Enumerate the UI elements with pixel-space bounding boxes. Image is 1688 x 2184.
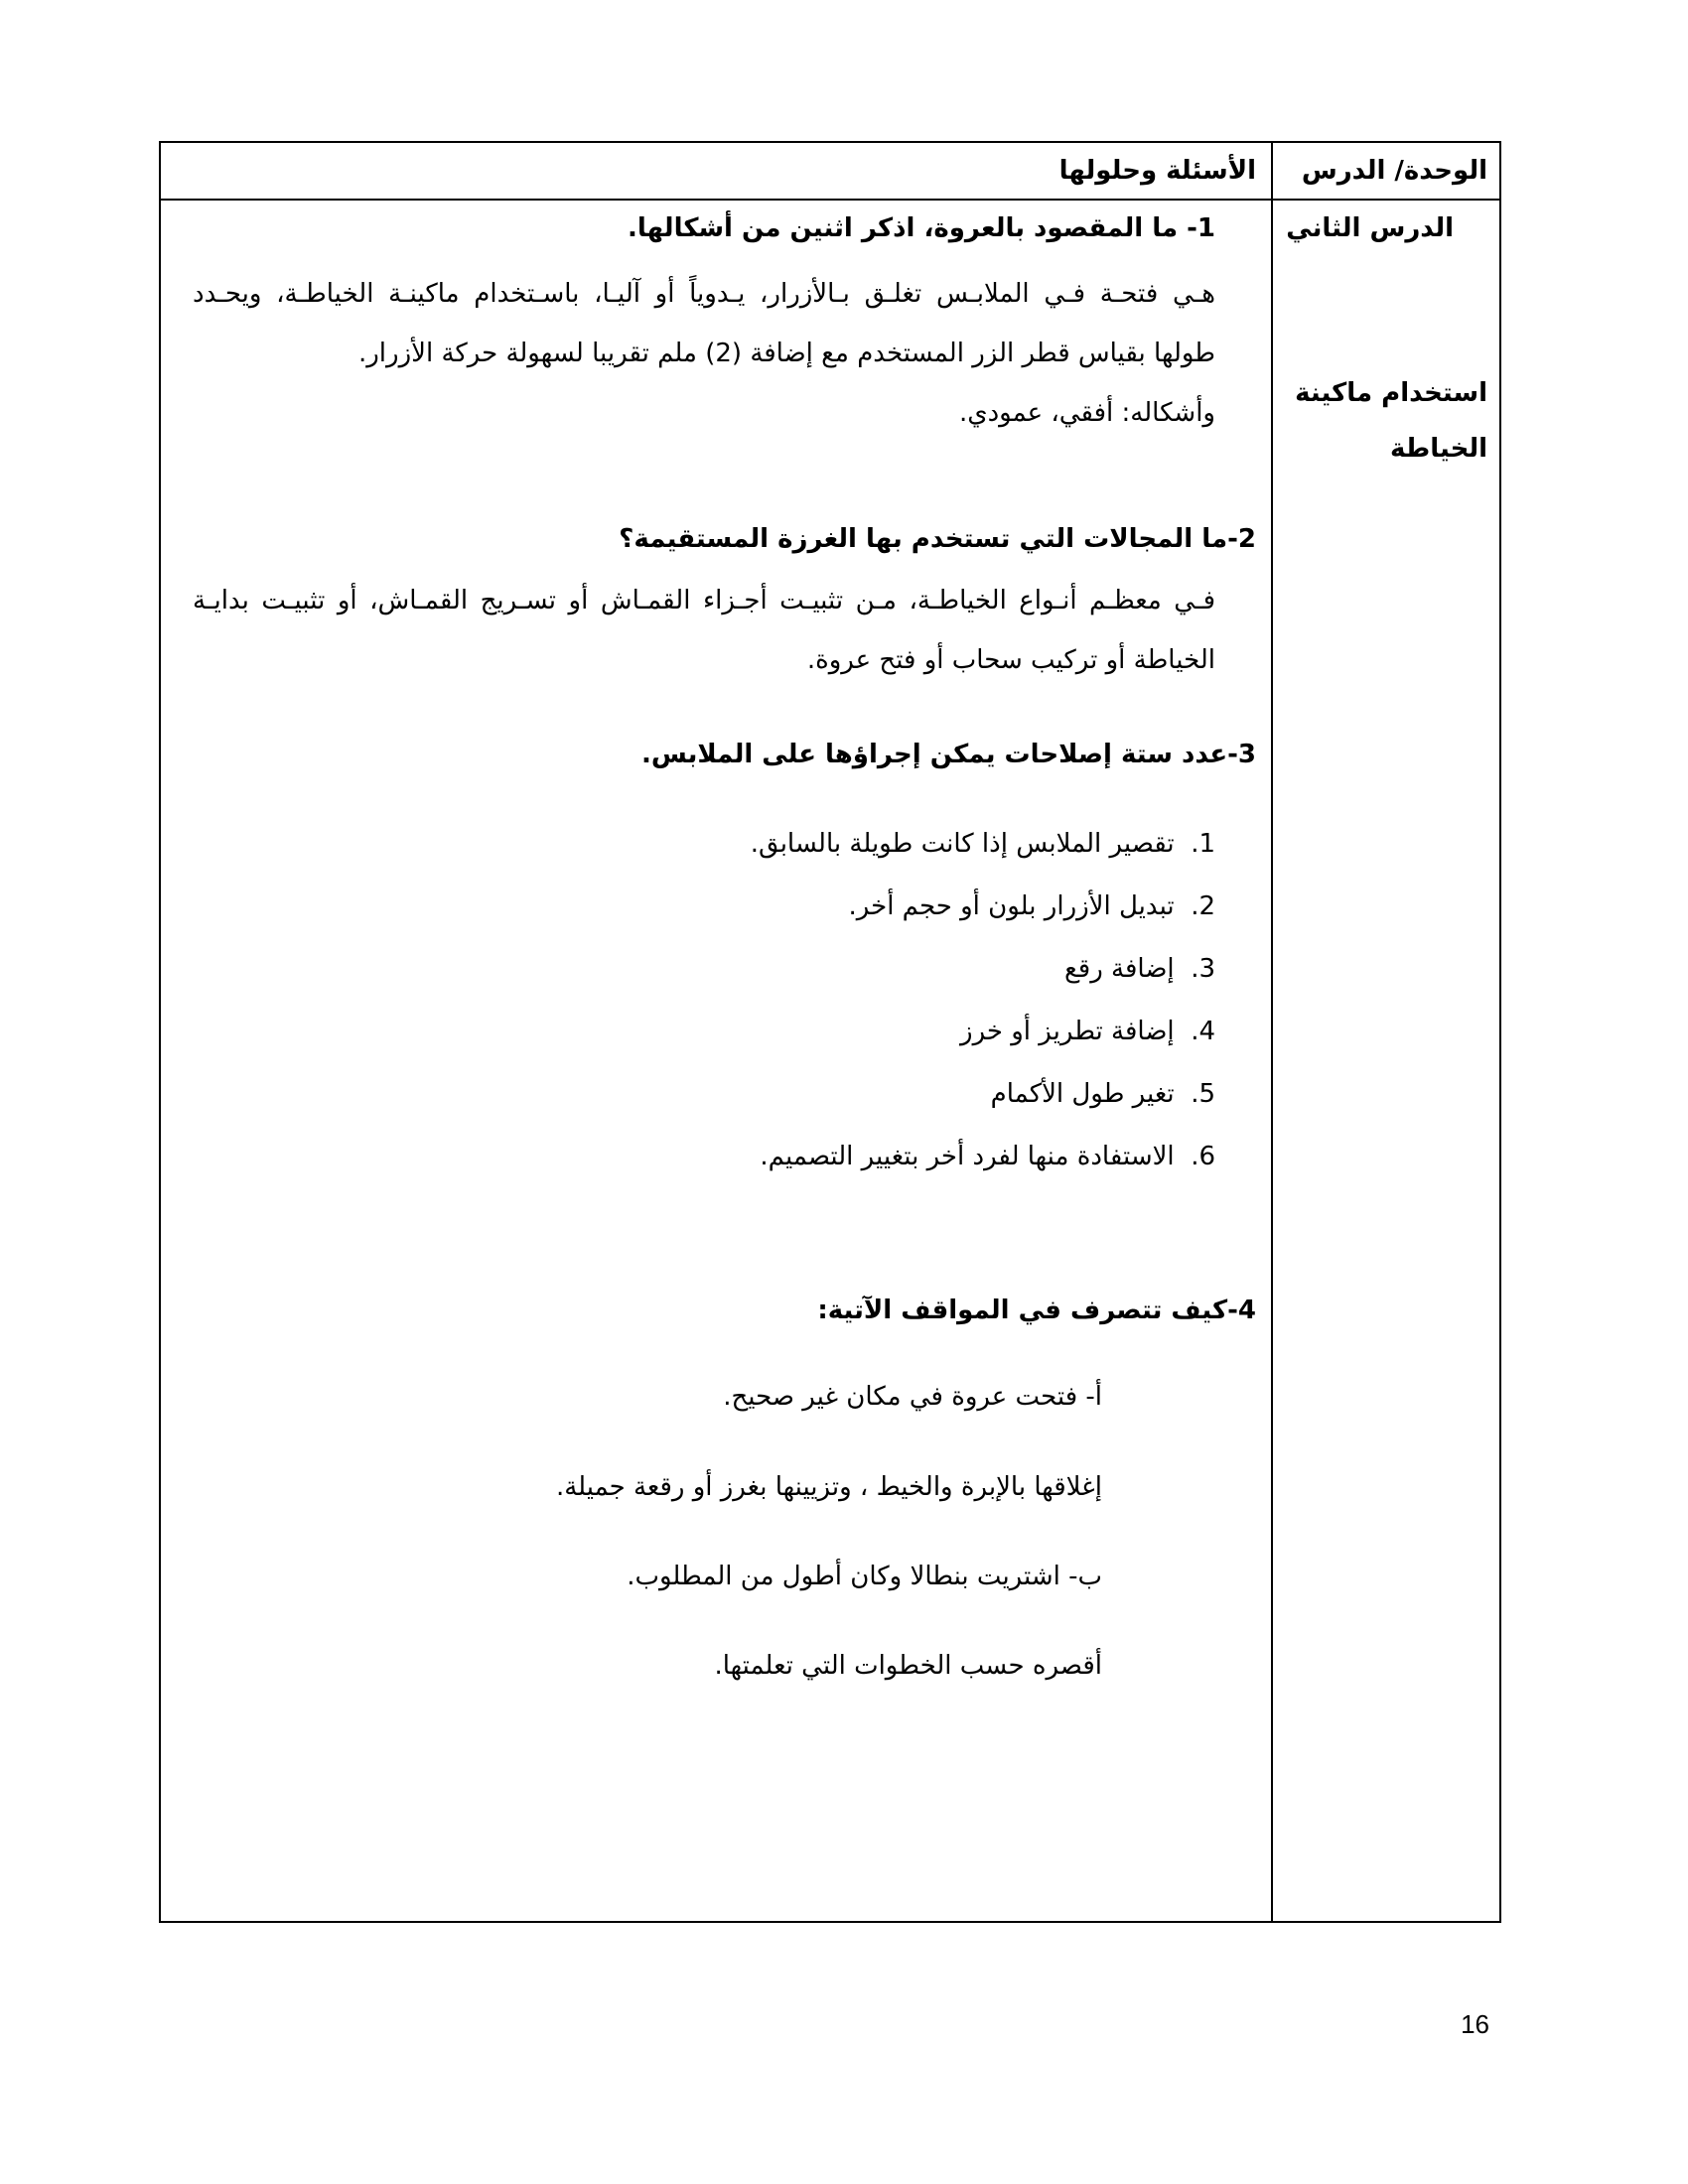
question-2-answer-line2: الخياطة أو تركيب سحاب أو فتح عروة.: [806, 645, 1215, 675]
question-3: 3-عدد ستة إصلاحات يمكن إجراؤها على الملابس.: [641, 740, 1256, 769]
question-4-b: ب- اشتريت بنطالا وكان أطول من المطلوب.: [627, 1562, 1102, 1591]
header-divider: [161, 199, 1499, 201]
question-1: 1- ما المقصود بالعروة، اذكر اثنين من أشكالها.: [628, 213, 1215, 243]
lesson-table: [159, 141, 1501, 1923]
list-item: [849, 890, 1215, 924]
lesson-title-line2: الخياطة: [1389, 434, 1487, 464]
list-text: تغير طول الأكمام: [990, 1079, 1175, 1109]
question-4-a-answer: إغلاقها بالإبرة والخيط ، وتزيينها بغرز أو رقعة جميلة.: [555, 1472, 1102, 1502]
page-number: 16: [1461, 2009, 1489, 2039]
question-1-answer-line1: هـي فتحـة فـي الملابـس تغلـق بـالأزرار، يـدوياً أو آليـا، باسـتخدام ماكينـة الخياطـة، ويحـدد: [193, 279, 1215, 309]
list-text: إضافة تطريز أو خرز: [960, 1017, 1175, 1046]
list-number: 5.: [1191, 1079, 1215, 1109]
question-4-b-answer: أقصره حسب الخطوات التي تعلمتها.: [714, 1651, 1102, 1681]
header-questions-solutions: الأسئلة وحلولها: [1058, 156, 1256, 186]
lesson-number: الدرس الثاني: [1286, 213, 1454, 243]
list-item: [1064, 953, 1215, 987]
list-text: الاستفادة منها لفرد أخر بتغيير التصميم.: [760, 1142, 1175, 1171]
list-number: 2.: [1191, 891, 1215, 921]
list-text: تقصير الملابس إذا كانت طويلة بالسابق.: [750, 829, 1175, 859]
list-text: تبديل الأزرار بلون أو حجم أخر.: [848, 891, 1175, 921]
question-4-a: أ- فتحت عروة في مكان غير صحيح.: [723, 1382, 1102, 1412]
list-number: 3.: [1191, 954, 1215, 984]
question-2-answer-line1: فـي معظـم أنـواع الخياطـة، مـن تثبيـت أجـزاء القمـاش أو تسـريج القمـاش، أو تثبيـت بدايـة: [193, 586, 1215, 615]
list-item: [751, 828, 1215, 862]
lesson-title-line1: استخدام ماكينة: [1295, 378, 1487, 408]
question-1-answer-line3: وأشكاله: أفقي، عمودي.: [958, 398, 1215, 428]
header-unit-lesson: الوحدة/ الدرس: [1301, 156, 1487, 186]
list-item: [760, 1141, 1215, 1174]
column-divider: [1271, 143, 1273, 1921]
list-item: [960, 1016, 1215, 1049]
question-2: 2-ما المجالات التي تستخدم بها الغرزة المستقيمة؟: [619, 524, 1256, 554]
list-number: 6.: [1191, 1142, 1215, 1171]
list-item: [991, 1078, 1215, 1112]
list-number: 4.: [1191, 1017, 1215, 1046]
list-number: 1.: [1191, 829, 1215, 859]
question-1-answer-line2: طولها بقياس قطر الزر المستخدم مع إضافة (2) ملم تقريبا لسهولة حركة الأزرار.: [357, 339, 1215, 368]
question-4: 4-كيف تتصرف في المواقف الآتية:: [817, 1296, 1256, 1325]
list-text: إضافة رقع: [1063, 954, 1175, 984]
